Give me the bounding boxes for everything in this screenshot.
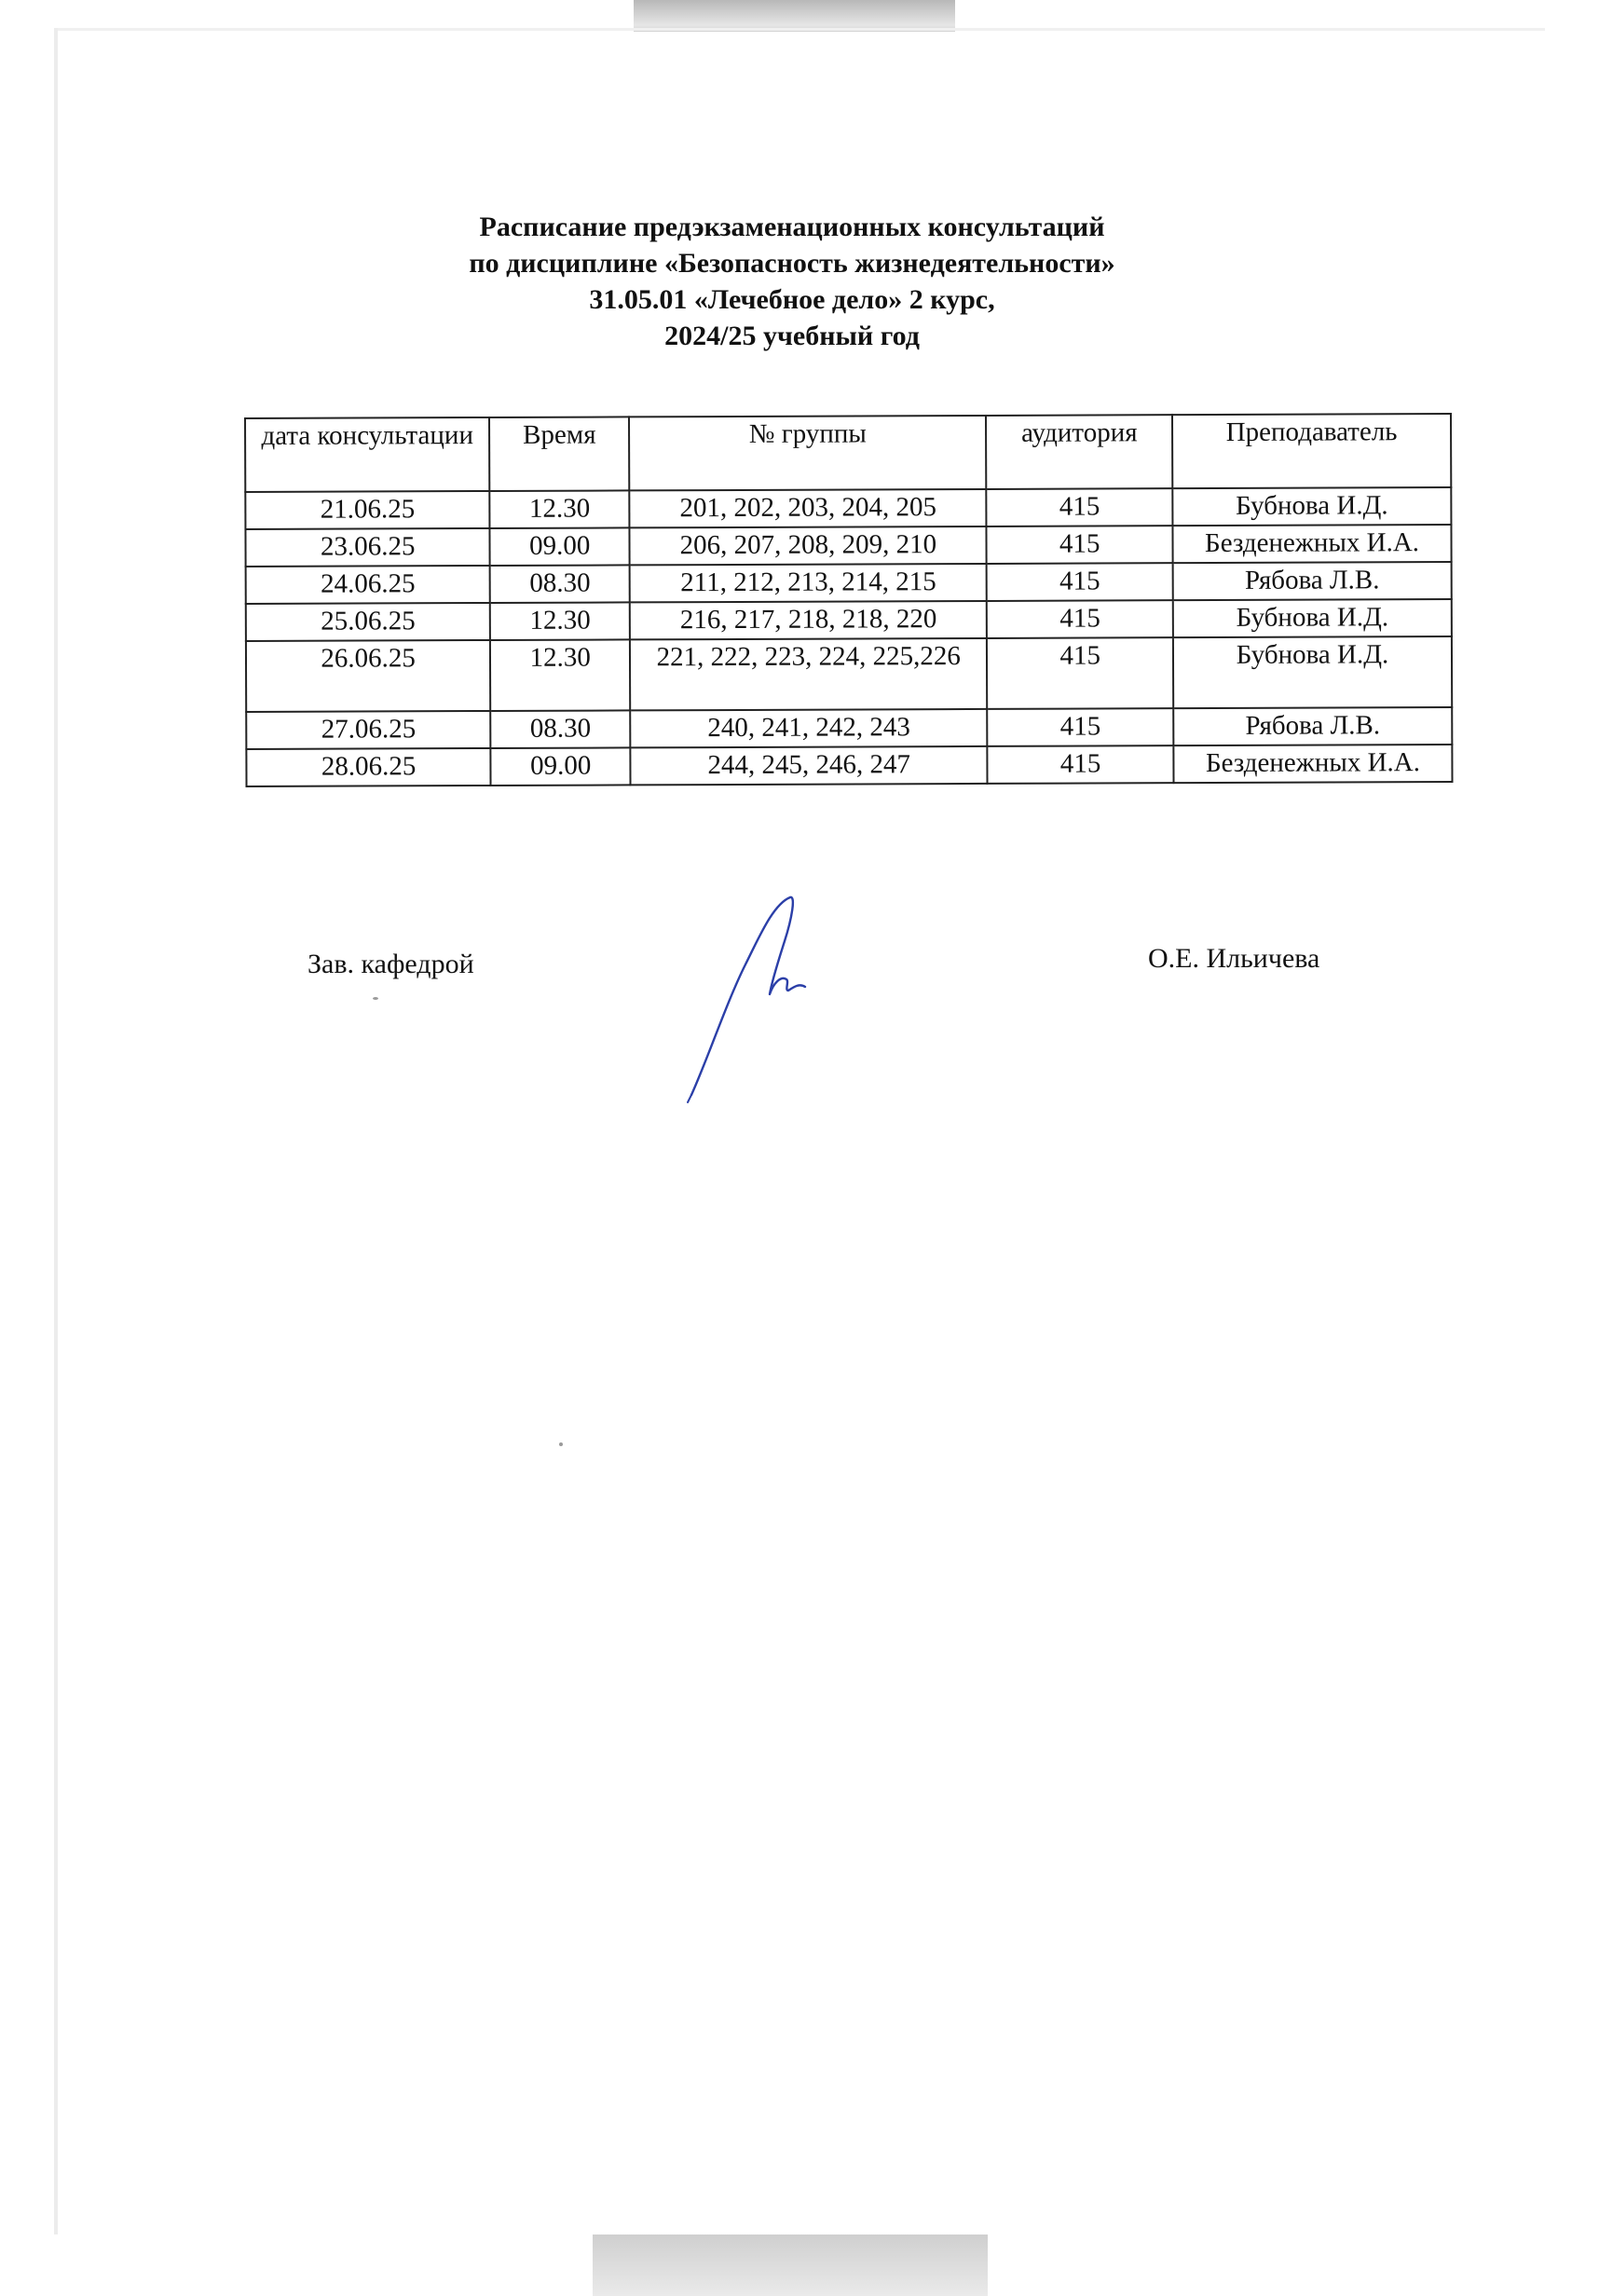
cell-date: 26.06.25 — [246, 640, 491, 712]
table-row — [246, 636, 1452, 712]
column-header-group: № группы — [629, 416, 987, 490]
consultation-schedule-table — [244, 413, 1454, 787]
cell-teacher: Безденежных И.А. — [1173, 745, 1452, 783]
cell-time: 12.30 — [490, 490, 630, 528]
handwritten-signature — [680, 890, 857, 1104]
signatory-name: О.Е. Ильичева — [1148, 943, 1320, 974]
cell-date: 21.06.25 — [245, 491, 489, 529]
table-row — [246, 562, 1452, 604]
cell-groups: 244, 245, 246, 247 — [631, 746, 988, 785]
title-line-3: 31.05.01 «Лечебное дело» 2 курс, — [589, 284, 995, 315]
cell-room: 415 — [987, 526, 1173, 564]
cell-time: 08.30 — [491, 710, 631, 748]
table-row — [245, 525, 1451, 567]
cell-room: 415 — [988, 708, 1174, 746]
cell-groups: 201, 202, 203, 204, 205 — [629, 489, 986, 527]
cell-teacher: Бубнова И.Д. — [1173, 599, 1452, 637]
cell-teacher: Безденежных И.А. — [1172, 525, 1451, 563]
cell-date: 25.06.25 — [246, 603, 490, 641]
table-row — [246, 745, 1452, 786]
cell-room: 415 — [987, 637, 1173, 709]
cell-time: 09.00 — [491, 747, 631, 786]
cell-teacher: Бубнова И.Д. — [1172, 487, 1451, 526]
cell-room: 415 — [987, 563, 1173, 601]
cell-date: 24.06.25 — [246, 566, 490, 604]
cell-groups: 240, 241, 242, 243 — [630, 709, 987, 747]
column-header-date: дата консультации — [245, 417, 490, 492]
cell-groups: 216, 217, 218, 218, 220 — [630, 601, 987, 639]
title-line-2: по дисциплине «Безопасность жизнедеятельности» — [469, 248, 1115, 279]
title-line-4: 2024/25 учебный год — [664, 321, 920, 351]
cell-time: 12.30 — [490, 602, 630, 640]
cell-time: 12.30 — [490, 639, 630, 711]
cell-groups: 221, 222, 223, 224, 225,226 — [630, 638, 988, 710]
title-line-1: Расписание предэкзаменационных консультаций — [479, 212, 1105, 242]
cell-groups: 206, 207, 208, 209, 210 — [630, 526, 987, 565]
column-header-time: Время — [489, 417, 629, 491]
cell-time: 09.00 — [490, 527, 630, 566]
scan-speck — [373, 997, 378, 1000]
table-header-row — [245, 414, 1451, 492]
cell-teacher: Бубнова И.Д. — [1173, 636, 1452, 708]
cell-groups: 211, 212, 213, 214, 215 — [630, 564, 987, 602]
paper-edge-left — [54, 28, 58, 2234]
cell-time: 08.30 — [490, 565, 630, 603]
column-header-teacher: Преподаватель — [1172, 414, 1451, 488]
table-row — [245, 487, 1451, 529]
cell-date: 28.06.25 — [246, 748, 490, 786]
scanner-tab-bottom — [593, 2234, 988, 2296]
cell-room: 415 — [988, 745, 1174, 784]
cell-teacher: Рябова Л.В. — [1173, 707, 1452, 745]
signatory-position: Зав. кафедрой — [308, 949, 474, 979]
table-row — [246, 599, 1452, 641]
column-header-room: аудитория — [986, 415, 1172, 489]
cell-date: 27.06.25 — [246, 711, 490, 749]
scanner-tab-top — [634, 0, 955, 32]
document-title — [280, 209, 1305, 354]
cell-date: 23.06.25 — [245, 528, 489, 567]
paper-edge — [54, 28, 1545, 31]
cell-room: 415 — [987, 600, 1173, 638]
cell-teacher: Рябова Л.В. — [1173, 562, 1452, 600]
cell-room: 415 — [987, 488, 1173, 526]
table-row — [246, 707, 1452, 749]
scan-speck — [559, 1442, 563, 1446]
